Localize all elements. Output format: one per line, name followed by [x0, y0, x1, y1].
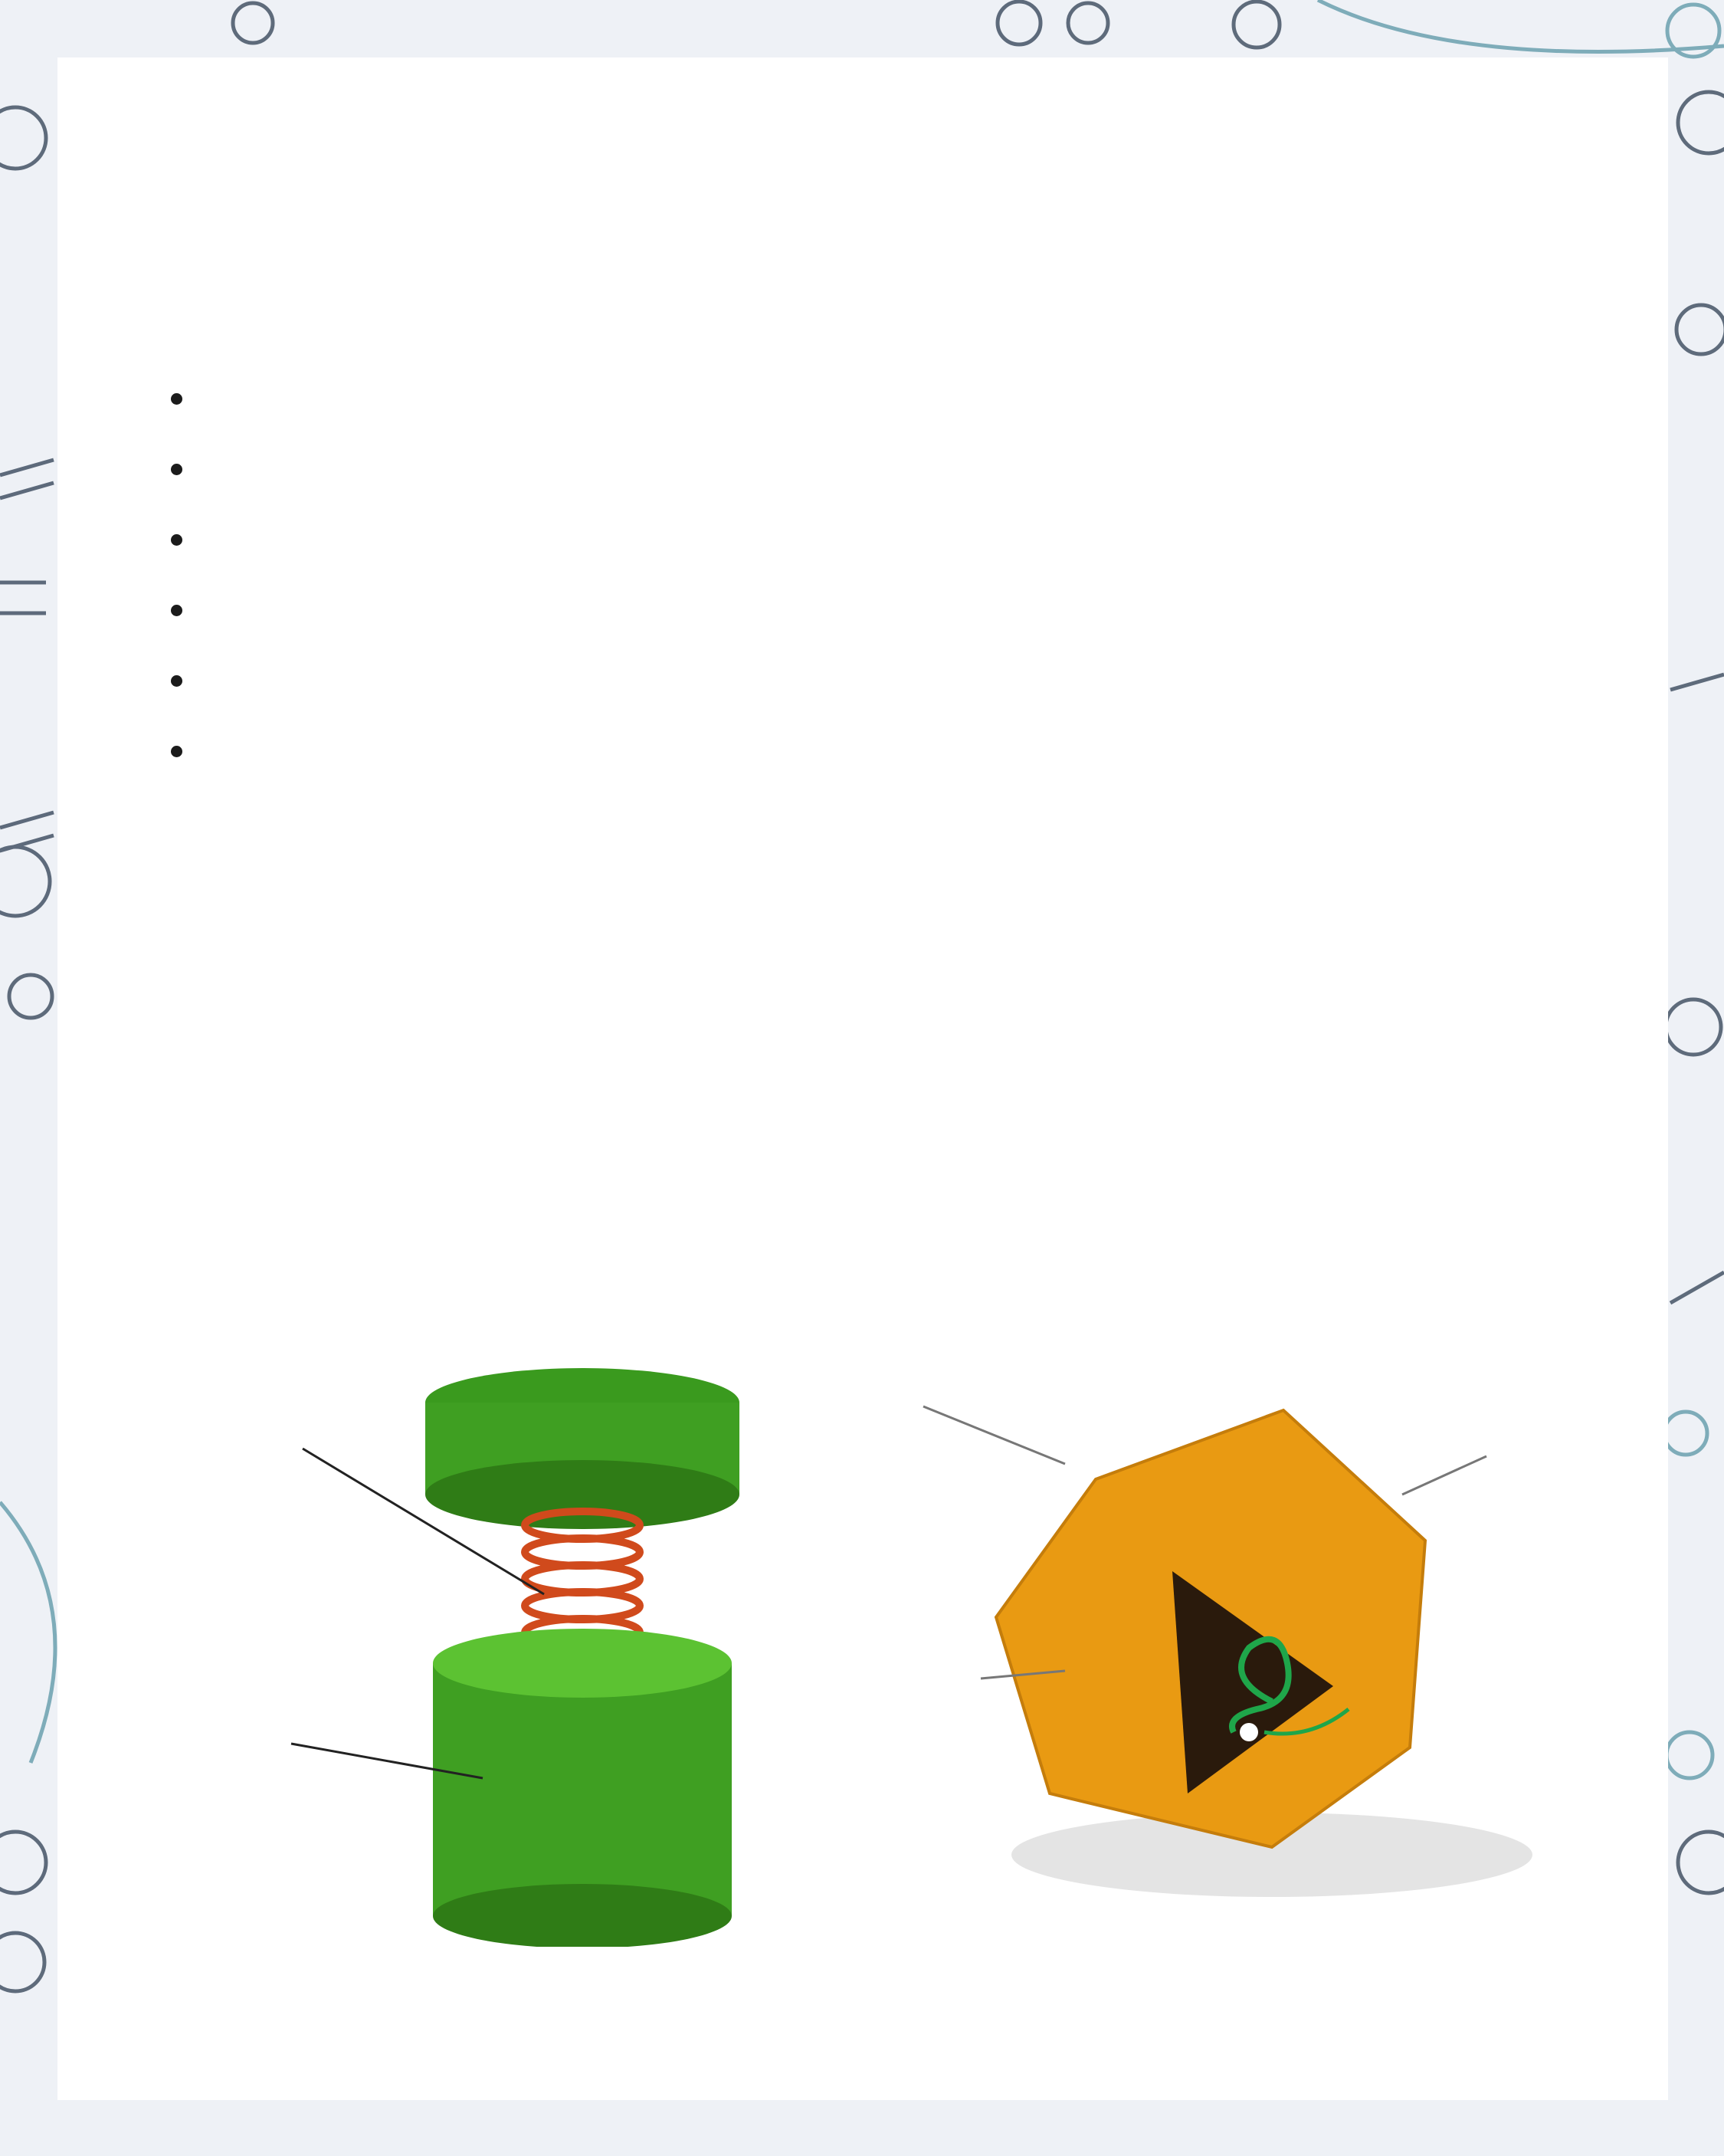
list-item: [199, 642, 1655, 713]
list-item: [199, 501, 1655, 572]
list-item: [199, 360, 1655, 431]
bullet-list: [153, 360, 1655, 783]
list-item: [199, 431, 1655, 501]
list-item: [199, 713, 1655, 783]
tobacco-mosaic-virus-illustration: [230, 1334, 812, 1947]
list-item: [199, 572, 1655, 642]
hepatitis-a-virus-illustration: [843, 1364, 1594, 1931]
